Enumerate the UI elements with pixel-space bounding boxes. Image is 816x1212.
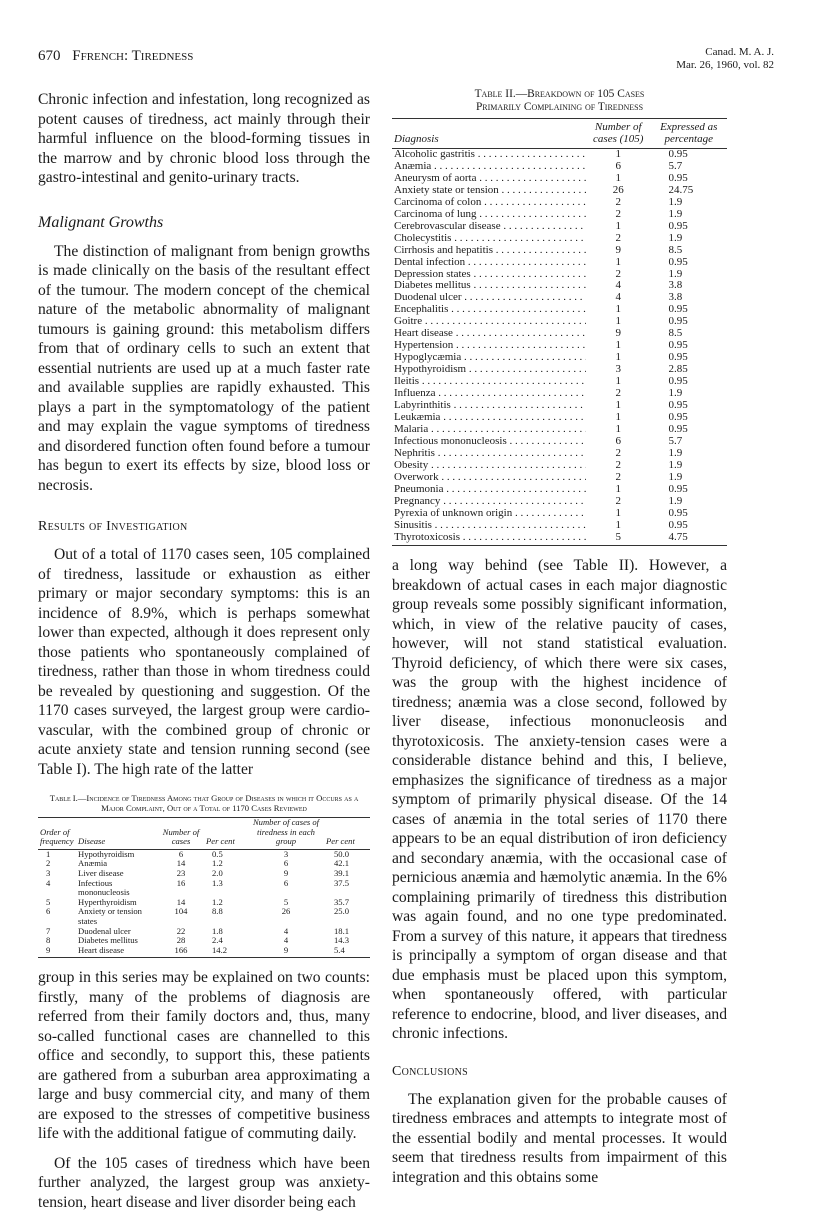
table2-diagnosis-label: Hypothyroidism . . .	[394, 364, 586, 375]
table1-cell: 14	[176, 858, 186, 869]
table2-diagnosis-cell	[392, 448, 586, 460]
table2-percentage-cell: 1.9	[668, 387, 683, 400]
table2-cases-cell: 1	[615, 315, 621, 328]
table1-cell: 14.3	[334, 935, 350, 946]
table2-diagnosis-label: Pregnancy . . .	[394, 496, 586, 507]
table2-diagnosis-cell	[392, 233, 586, 245]
table2-percentage-cell: 0.95	[668, 171, 688, 184]
table1-cell: 166	[174, 944, 188, 955]
right-column	[392, 80, 727, 1187]
table2-diagnosis-cell	[392, 185, 586, 197]
table1-cell: 14.2	[212, 944, 228, 955]
table1-cell: 39.1	[334, 867, 350, 878]
table2-diagnosis-cell	[392, 340, 586, 352]
table2-diagnosis-cell	[392, 364, 586, 376]
table1-header-cell: Per cent	[204, 818, 248, 850]
table2-cases-cell: 1	[615, 518, 621, 531]
table2-percentage-cell: 8.5	[668, 243, 683, 256]
table2-percentage-cell: 0.95	[668, 303, 688, 316]
table2-diagnosis-label: Depression states . . .	[394, 269, 586, 280]
paragraph-conclusions: The explanation given for the probable causes of tiredness embraces and attempts to integrate most of the essential bodily and mental processes. It would seem that tiredness results from impairment of this integration and this obtains some	[392, 1090, 727, 1186]
table2-diagnosis-cell	[392, 197, 586, 209]
table2-percentage-cell: 5.7	[668, 159, 683, 172]
table2-cases-cell: 1	[615, 506, 621, 519]
table2-percentage-cell: 1.9	[668, 494, 683, 507]
table2-diagnosis-cell	[392, 173, 586, 185]
table2-cases-cell: 1	[615, 375, 621, 388]
table2-diagnosis-label: Leukæmia . . .	[394, 412, 586, 423]
table2-diagnosis-cell	[392, 388, 586, 400]
table2-diagnosis-label: Overwork . . .	[394, 472, 586, 483]
table1-cell: 6	[46, 906, 51, 917]
table1-cell: 26	[281, 906, 291, 917]
journal-issue: Mar. 26, 1960, vol. 82	[676, 59, 774, 71]
table2-diagnosis-label: Anæmia . . .	[394, 161, 586, 172]
table1-cell: 4	[283, 925, 289, 936]
table2-percentage-cell: 0.95	[668, 219, 688, 232]
table2-diagnosis-label: Duodenal ulcer . . .	[394, 292, 586, 303]
table2-diagnosis-cell	[392, 269, 586, 281]
table2-percentage-cell: 1.9	[668, 195, 683, 208]
table2-header-cell: Diagnosis	[392, 119, 586, 149]
table2-caption-line2: Primarily Complaining of Tiredness	[475, 101, 644, 113]
table2-cases-cell: 1	[615, 303, 621, 316]
left-column	[38, 80, 370, 1212]
table2-diagnosis-cell	[392, 496, 586, 508]
table1-header-cell: Order of frequency	[38, 818, 76, 850]
table2-diagnosis-cell	[392, 280, 586, 292]
table1-row	[38, 946, 370, 956]
table2-diagnosis-label: Infectious mononucleosis . . .	[394, 436, 586, 447]
table2-cases-cell: 4	[615, 291, 621, 304]
table1-cell: 50.0	[334, 848, 350, 859]
table2-diagnosis-label: Carcinoma of colon . . .	[394, 197, 586, 208]
table2-cases-cell: 9	[615, 243, 621, 256]
table1-caption: Table I.—Incidence of Tiredness Among that Group of Diseases in which it Occurs as a Major Complaint, Out of a Total of 1170 Cases Reviewed	[49, 793, 359, 813]
paragraph-intro: Chronic infection and infestation, long recognized as potent causes of tiredness, act mainly through their harmful influence on the blood-forming tissues in the marrow and by chronic blood loss through the gastro-intestinal and genito-urinary tracts.	[38, 91, 370, 186]
table2-diagnosis-cell	[392, 472, 586, 484]
page-number: 670	[38, 48, 61, 64]
table2-row	[392, 472, 727, 484]
table2-percentage-cell: 0.95	[668, 399, 688, 412]
paragraph-continuation: a long way behind (see Table II). However, a breakdown of actual cases in each major diagnostic group reveals some possibly significant information, which, in view of the relative paucity of cases, however, will not stand statistical evaluation. Thyroid deficiency, of which there were six cases, was the group with the highest incidence of tiredness; anæmia was a close second, followed by liver disease, infectious mononucleosis and thyrotoxicosis. The anxiety-tension cases were a considerable distance behind and this, I believe, emphasizes the significance of tiredness as a major symptom of primarily physical disease. Of the 14 cases of anæmia in the total series of 1170 there appears to be an equal distribution of iron deficiency and secondary anæmia, with the occasional case of pernicious anæmia and hæmolytic anæmia. In the 6% complaining primarily of tiredness this distribution was again found, and no one type predominated. From a survey of this nature, it appears that tiredness is principally a symptom of organ disease and that due emphasis must be placed upon this symptom, when spontaneously offered, with particular reference to endocrine, blood, and liver diseases, and chronic infections.	[392, 557, 727, 1043]
table1-cell: 1.8	[212, 925, 223, 936]
table1	[38, 817, 370, 958]
table2-cases-cell: 2	[615, 470, 621, 483]
table1-cell: 5	[283, 896, 289, 907]
table1-cell: 5.4	[334, 944, 345, 955]
table2-cases-cell: 26	[612, 183, 624, 196]
table1-cell: 3	[46, 867, 51, 878]
table2-cases-cell: 1	[615, 171, 621, 184]
table2-diagnosis-cell	[392, 484, 586, 496]
table2-percentage-cell: 0.95	[668, 506, 688, 519]
table2-row	[392, 460, 727, 472]
table2-diagnosis-label: Cholecystitis . . .	[394, 233, 586, 244]
table2-cases-cell: 2	[615, 387, 621, 400]
table1-cell: 4	[46, 877, 51, 888]
table2-diagnosis-label: Malaria . . .	[394, 424, 586, 435]
table2-cases-cell: 6	[615, 159, 621, 172]
table1-cell: 16	[176, 877, 186, 888]
heading-conclusions: Conclusions	[392, 1063, 468, 1079]
table2-diagnosis-cell	[392, 424, 586, 436]
table1-cell: Diabetes mellitus	[78, 935, 138, 946]
table2-cases-cell: 1	[615, 422, 621, 435]
table2-cases-cell: 1	[615, 351, 621, 364]
table2-percentage-cell: 1.9	[668, 446, 683, 459]
table2-row	[392, 484, 727, 496]
table1-cell: 1.3	[212, 877, 223, 888]
table2-diagnosis-label: Hypertension . . .	[394, 340, 586, 351]
table2-cases-cell: 2	[615, 267, 621, 280]
table2-percentage-cell: 24.75	[668, 183, 694, 196]
heading-results: Results of Investigation	[38, 519, 188, 534]
table2-percentage-cell: 5.7	[668, 434, 683, 447]
table2-diagnosis-label: Diabetes mellitus . . .	[394, 280, 586, 291]
table1-cell: 2.0	[212, 867, 223, 878]
table2-cases-cell: 2	[615, 458, 621, 471]
table2-cases-cell: 2	[615, 207, 621, 220]
table2-row	[392, 532, 727, 544]
table1-header-cell: Disease	[76, 818, 158, 850]
table2-diagnosis-label: Goitre . . .	[394, 316, 586, 327]
table2-cases-cell: 2	[615, 231, 621, 244]
table2-diagnosis-cell	[392, 412, 586, 424]
table1-cell: 9	[283, 944, 289, 955]
table2-percentage-cell: 3.8	[668, 279, 683, 292]
table1-cell: 8	[46, 935, 51, 946]
table2-row	[392, 448, 727, 460]
table1-cell: Infectious mononucleosis	[78, 877, 130, 898]
table1-cell: 42.1	[334, 858, 350, 869]
table1-cell: 23	[176, 867, 186, 878]
table2-diagnosis-cell	[392, 328, 586, 340]
table2-diagnosis-cell	[392, 316, 586, 328]
table1-cell: 9	[283, 867, 289, 878]
table2-diagnosis-label: Labyrinthitis . . .	[394, 400, 586, 411]
table1-cell: 5	[46, 896, 51, 907]
table2-diagnosis-label: Thyrotoxicosis . . .	[394, 532, 586, 543]
table1-cell: 14	[176, 896, 186, 907]
table2-caption	[392, 88, 727, 114]
table1-cell: 4	[283, 935, 289, 946]
table2-diagnosis-label: Influenza . . .	[394, 388, 586, 399]
table2-diagnosis-cell	[392, 400, 586, 412]
running-header-left	[38, 48, 193, 65]
table2-diagnosis-cell	[392, 245, 586, 257]
table2-cases-cell: 3	[615, 363, 621, 376]
table1-cell: 6	[178, 848, 184, 859]
table2-percentage-cell: 0.95	[668, 148, 688, 160]
table1-cell: 3	[283, 848, 289, 859]
table2-percentage-cell: 1.9	[668, 470, 683, 483]
table2-diagnosis-label: Anxiety state or tension . . .	[394, 185, 586, 196]
table1-cell: 6	[283, 858, 289, 869]
table2-cases-cell: 1	[615, 399, 621, 412]
table2-diagnosis-label: Aneurysm of aorta . . .	[394, 173, 586, 184]
table1-cell: 1	[46, 848, 51, 859]
table2	[392, 118, 727, 546]
table1-cell: Anæmia	[78, 858, 108, 869]
table1-cell: Anxiety or tension states	[78, 906, 142, 926]
table1-cell: 1.2	[212, 896, 223, 907]
table2-cases-cell: 1	[615, 410, 621, 423]
paragraph-malignant: The distinction of malignant from benign growths is made clinically on the basis of the resultant effect of the tumour. The modern concept of the chemical nature of the metabolic abnormality of malignant tumours is gaining ground: this metabolism differs from that of ordinary cells to such an extent that essential nutrients are used up at a much faster rate and available supplies are rapidly exhausted. This plays a part in the symptomatology of the patient and may explain the vague symptoms of tiredness and disordered function often found before a tumour has begun to exert its effects by size, blood loss or necrosis.	[38, 242, 370, 494]
table1-cell: Heart disease	[78, 944, 125, 955]
table2-cases-cell: 4	[615, 279, 621, 292]
table1-cell: 22	[176, 925, 186, 936]
table2-percentage-cell: 1.9	[668, 231, 683, 244]
table2-row	[392, 245, 727, 257]
table2-diagnosis-cell	[392, 257, 586, 269]
table2-row	[392, 520, 727, 532]
table2-row	[392, 221, 727, 233]
table2-cases-cell: 1	[615, 219, 621, 232]
journal-name: Canad. M. A. J.	[705, 46, 774, 58]
table2-cases-cell: 2	[615, 195, 621, 208]
table2-percentage-cell: 1.9	[668, 458, 683, 471]
running-header-right	[676, 46, 774, 72]
table2-row	[392, 197, 727, 209]
table2-percentage-cell: 0.95	[668, 351, 688, 364]
table2-cases-cell: 5	[615, 530, 621, 543]
paragraph-105-cases: Of the 105 cases of tiredness which have been further analyzed, the largest group was anxiety-tension, heart disease and liver disorder being each	[38, 1154, 370, 1211]
table2-diagnosis-cell	[392, 532, 586, 544]
table2-diagnosis-label: Obesity . . .	[394, 460, 586, 471]
table2-percentage-cell: 4.75	[668, 530, 688, 543]
table2-header-cell: Expressed as percentage	[650, 119, 727, 149]
table1-cell: 9	[46, 944, 51, 955]
table1-cell: 35.7	[334, 896, 350, 907]
table2-diagnosis-cell	[392, 304, 586, 316]
table2-percentage-cell: 1.9	[668, 207, 683, 220]
table2-diagnosis-label: Cerebrovascular disease . . .	[394, 221, 586, 232]
table2-diagnosis-label: Dental infection . . .	[394, 257, 586, 268]
table1-header-cell: Per cent	[324, 818, 370, 850]
table1-cell: 104	[174, 906, 188, 917]
table2-percentage-cell: 1.9	[668, 267, 683, 280]
table1-cell: 7	[46, 925, 51, 936]
table1-cell: 2.4	[212, 935, 223, 946]
table2-diagnosis-label: Carcinoma of lung . . .	[394, 209, 586, 220]
table1-cell: Liver disease	[78, 867, 124, 878]
table1-cell: 1.2	[212, 858, 223, 869]
table2-percentage-cell: 0.95	[668, 518, 688, 531]
table2-percentage-cell: 0.95	[668, 339, 688, 352]
table2-cases-cell: 1	[615, 148, 621, 160]
table2-diagnosis-label: Alcoholic gastritis . . .	[394, 149, 586, 161]
table1-cell: 18.1	[334, 925, 350, 936]
table2-diagnosis-label: Pyrexia of unknown origin . . .	[394, 508, 586, 519]
table2-diagnosis-label: Nephritis . . .	[394, 448, 586, 459]
table1-cell: 37.5	[334, 877, 350, 888]
table2-diagnosis-cell	[392, 460, 586, 472]
table2-diagnosis-label: Cirrhosis and hepatitis . . .	[394, 245, 586, 256]
table2-percentage-cell: 0.95	[668, 422, 688, 435]
table1-row	[38, 907, 370, 926]
table2-cases-cell: 2	[615, 494, 621, 507]
table2-diagnosis-cell	[392, 149, 586, 161]
table1-row	[38, 879, 370, 898]
paragraph-group: group in this series may be explained on two counts: firstly, many of the problems of diagnosis are referred from their family doctors and, thus, many so-called functional cases are channelled to this office and secondly, to support this, these patients are gathered from a suburban area approximating a large and busy commercial city, and many of them are exposed to the stresses of competitive business life with the additional fatigue of commuting daily.	[38, 969, 370, 1143]
table2-diagnosis-cell	[392, 520, 586, 532]
table1-cell: Duodenal ulcer	[78, 925, 131, 936]
table2-diagnosis-label: Heart disease . . .	[394, 328, 586, 339]
table2-cases-cell: 9	[615, 327, 621, 340]
table2-diagnosis-cell	[392, 209, 586, 221]
paragraph-results: Out of a total of 1170 cases seen, 105 complained of tiredness, lassitude or exhaustion as either primary or major secondary symptoms: this is an incidence of 8.9%, which is perhaps somewhat lower than expected, although it does represent only those patients who spontaneously complained of tiredness, rather than those in whom tiredness could be revealed by questioning and suggestion. Of the 1170 cases surveyed, the largest group were cardio-vascular, with the combined group of chronic or acute anxiety state and tension running second (see Table I). The high rate of the latter	[38, 546, 370, 778]
table2-diagnosis-cell	[392, 292, 586, 304]
table2-cases-cell: 2	[615, 446, 621, 459]
table2-row	[392, 209, 727, 221]
table2-percentage-cell: 0.95	[668, 255, 688, 268]
table2-diagnosis-cell	[392, 221, 586, 233]
table2-percentage-cell: 0.95	[668, 482, 688, 495]
table2-diagnosis-label: Hypoglycæmia . . .	[394, 352, 586, 363]
table2-diagnosis-cell	[392, 508, 586, 520]
table2-percentage-cell: 2.85	[668, 363, 688, 376]
table2-row	[392, 257, 727, 269]
table1-cell: Hyperthyroidism	[78, 896, 137, 907]
table1-cell: 25.0	[334, 906, 350, 917]
table2-cases-cell: 1	[615, 482, 621, 495]
table2-diagnosis-label: Ileitis . . .	[394, 376, 586, 387]
table1-cell: 0.5	[212, 848, 223, 859]
table2-percentage-cell: 3.8	[668, 291, 683, 304]
table2-diagnosis-cell	[392, 376, 586, 388]
table2-diagnosis-label: Encephalitis . . .	[394, 304, 586, 315]
table2-header-cell: Number of cases (105)	[586, 119, 650, 149]
table1-cell: 28	[176, 935, 186, 946]
table1-cell: 6	[283, 877, 289, 888]
table1-header-cell: Number of cases of tiredness in each group	[248, 818, 324, 850]
table2-percentage-cell: 0.95	[668, 375, 688, 388]
table1-cell: 8.8	[212, 906, 223, 917]
table2-diagnosis-label: Pneumonia . . .	[394, 484, 586, 495]
table2-row	[392, 496, 727, 508]
table2-cases-cell: 1	[615, 255, 621, 268]
table2-diagnosis-label: Sinusitis . . .	[394, 520, 586, 531]
table2-diagnosis-cell	[392, 436, 586, 448]
running-title: Ffrench: Tiredness	[72, 48, 194, 64]
table2-percentage-cell: 0.95	[668, 410, 688, 423]
table1-cell: Hypothyroidism	[78, 848, 135, 859]
table2-cases-cell: 1	[615, 339, 621, 352]
table1-header-cell: Number of cases	[158, 818, 204, 850]
table2-row	[392, 233, 727, 245]
heading-malignant-growths: Malignant Growths	[38, 213, 164, 231]
table1-cell: 2	[46, 858, 51, 869]
table2-diagnosis-cell	[392, 161, 586, 173]
table2-diagnosis-cell	[392, 352, 586, 364]
table2-percentage-cell: 0.95	[668, 315, 688, 328]
table2-row	[392, 508, 727, 520]
table2-cases-cell: 6	[615, 434, 621, 447]
table2-percentage-cell: 8.5	[668, 327, 683, 340]
table2-caption-line1: Table II.—Breakdown of 105 Cases	[474, 88, 645, 100]
